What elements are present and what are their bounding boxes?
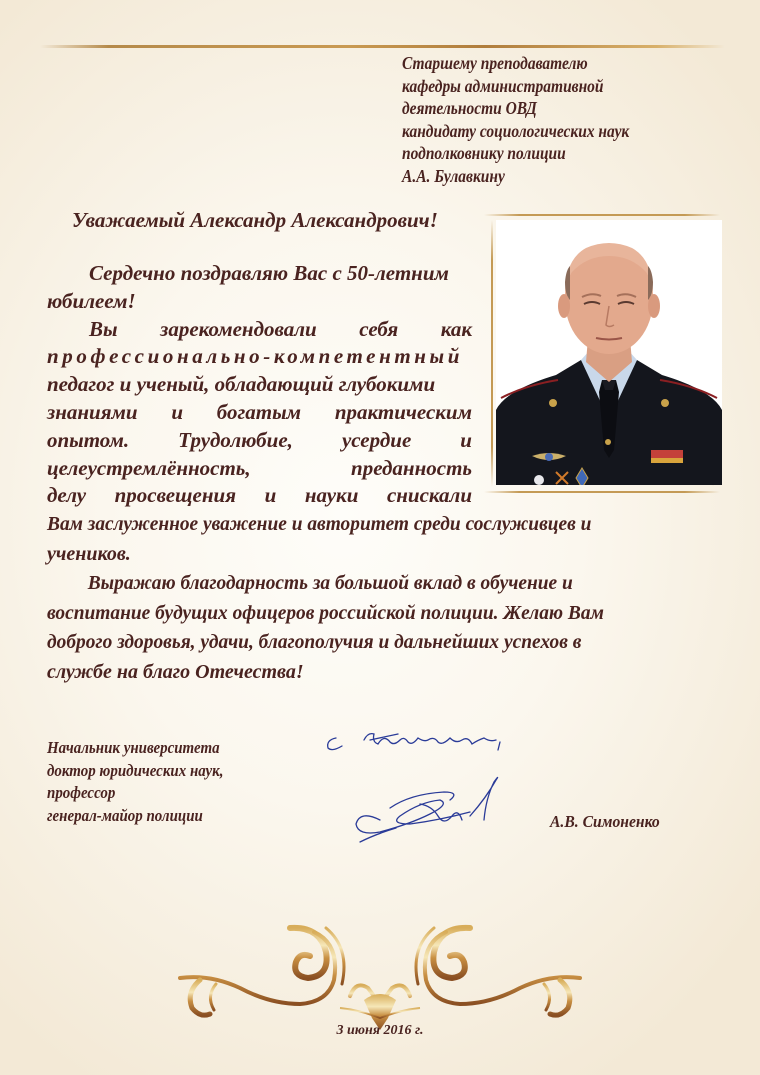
word: снискали bbox=[386, 483, 472, 508]
signer-title-line: доктор юридических наук, bbox=[47, 760, 224, 780]
word: как bbox=[440, 316, 472, 341]
word: и bbox=[264, 483, 277, 508]
word: просвещения bbox=[114, 483, 237, 508]
word: и bbox=[171, 399, 184, 424]
body-line bbox=[47, 482, 472, 510]
portrait-illustration bbox=[496, 220, 722, 485]
signer-title-block bbox=[47, 737, 224, 827]
top-gold-rule bbox=[40, 45, 725, 48]
addressee-line: А.А. Булавкину bbox=[402, 165, 505, 186]
signer-title-line: профессор bbox=[47, 783, 116, 802]
body-line: профессионально-компетентный bbox=[47, 344, 463, 369]
body-line bbox=[47, 399, 472, 427]
word: Вы bbox=[89, 316, 118, 341]
addressee-line: кандидату социологических наук bbox=[402, 120, 630, 141]
body-line: воспитание будущих офицеров российской полиции. Желаю Вам bbox=[47, 601, 604, 624]
addressee-line: подполковнику полиции bbox=[402, 143, 566, 163]
body-line: педагог и ученый, обладающий глубокими bbox=[47, 372, 436, 397]
word: знаниями bbox=[47, 399, 138, 424]
portrait-photo bbox=[496, 220, 722, 485]
letter-body-wide bbox=[47, 510, 720, 687]
word: делу bbox=[47, 483, 87, 508]
word: опытом. bbox=[47, 427, 130, 452]
addressee-line: деятельности ОВД bbox=[402, 98, 537, 118]
signer-name: А.В. Симоненко bbox=[550, 812, 660, 831]
word: Трудолюбие, bbox=[178, 427, 293, 452]
gold-flourish-ornament bbox=[170, 918, 590, 1038]
addressee-line: Старшему преподавателю bbox=[402, 53, 588, 73]
body-line: учеников. bbox=[47, 542, 131, 565]
word: усердие bbox=[341, 427, 412, 452]
frame-border-left bbox=[491, 220, 493, 487]
body-line: Вам заслуженное уважение и авторитет среди сослуживцев и bbox=[47, 513, 592, 535]
salutation: Уважаемый Александр Александрович! bbox=[72, 208, 438, 232]
body-line bbox=[47, 316, 472, 344]
signer-title-line: генерал-майор полиции bbox=[47, 805, 203, 825]
handwritten-signature bbox=[320, 720, 540, 850]
body-line: Сердечно поздравляю Вас с 50-летним bbox=[89, 261, 449, 285]
word: практическим bbox=[334, 399, 472, 424]
word: зарекомендовали bbox=[160, 316, 317, 341]
body-line: Выражаю благодарность за большой вклад в обучение и bbox=[87, 572, 573, 594]
letter-body-narrow bbox=[47, 260, 472, 510]
word: преданность bbox=[351, 455, 472, 480]
word: целеустремлённость, bbox=[47, 455, 251, 480]
body-line bbox=[47, 455, 472, 483]
word: науки bbox=[304, 483, 359, 508]
addressee-block bbox=[402, 52, 694, 187]
letter-date: 3 июня 2016 г. bbox=[336, 1023, 424, 1038]
body-line: юбилеем! bbox=[47, 288, 136, 313]
photo-frame bbox=[480, 212, 720, 495]
word: и bbox=[460, 427, 472, 452]
signer-title-line: Начальник университета bbox=[47, 738, 220, 757]
body-line: службе на благо Отечества! bbox=[47, 660, 304, 683]
addressee-line: кафедры административной bbox=[402, 75, 604, 96]
word: богатым bbox=[216, 399, 302, 424]
body-line: доброго здоровья, удачи, благополучия и дальнейших успехов в bbox=[47, 631, 582, 653]
word: себя bbox=[359, 316, 399, 341]
body-line bbox=[47, 427, 472, 455]
